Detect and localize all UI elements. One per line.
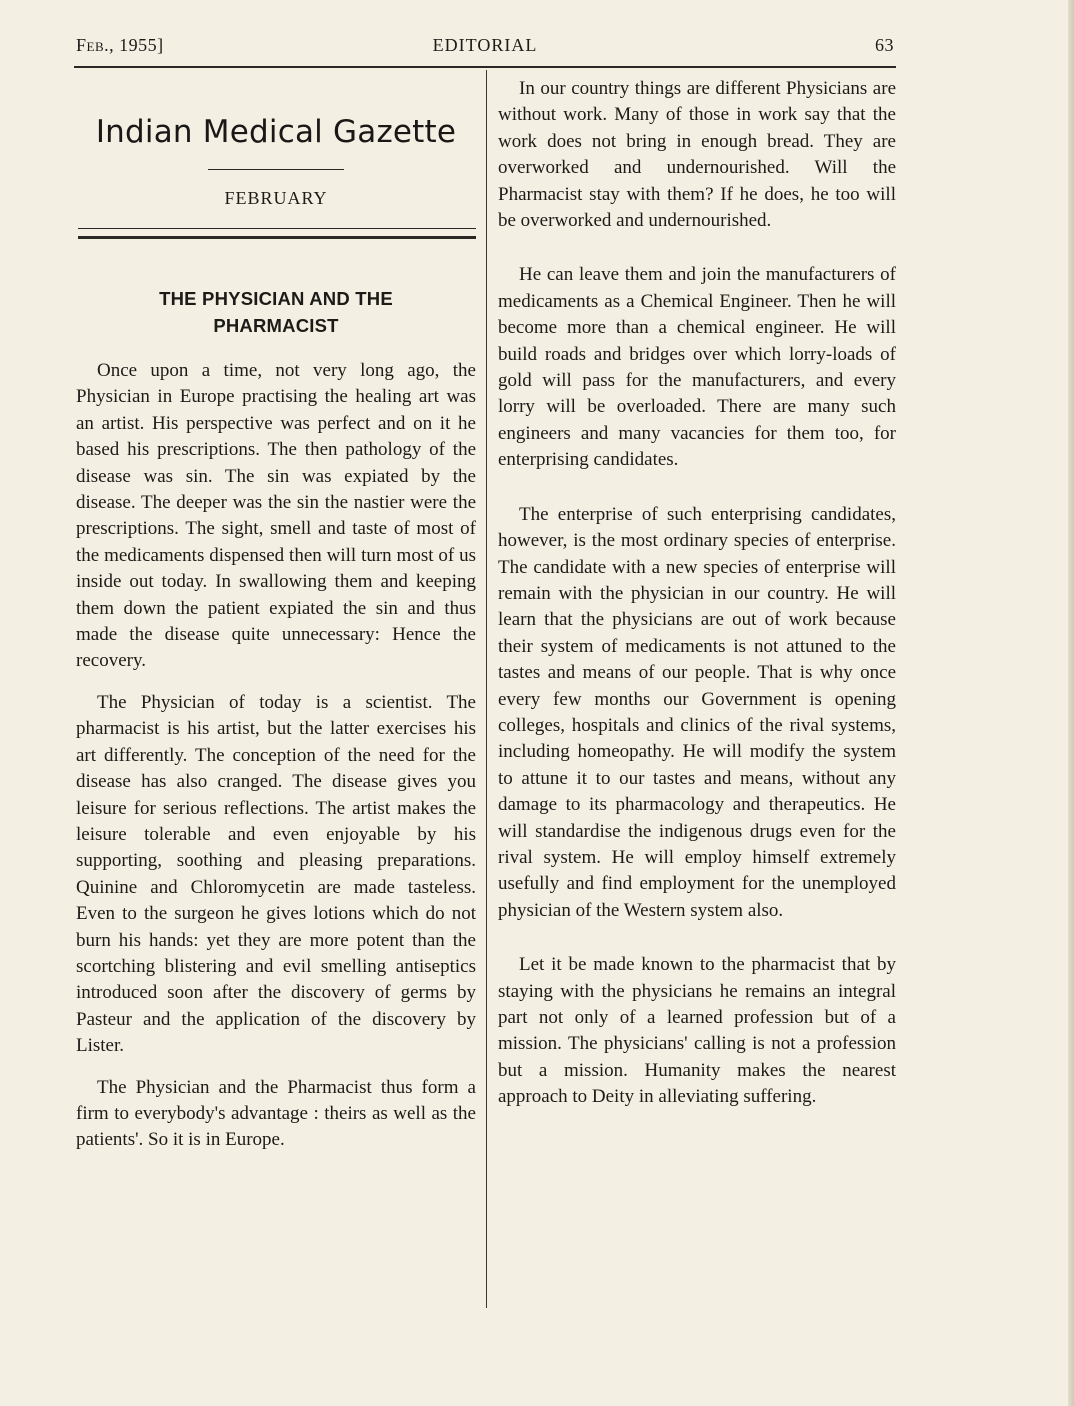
journal-masthead: Indian Medical Gazette xyxy=(95,114,457,150)
masthead-double-rule xyxy=(78,228,476,239)
right-column xyxy=(498,76,896,1111)
page-number: 63 xyxy=(875,35,894,55)
body-paragraph: Once upon a time, not very long ago, the Physician in Europe practising the healing art was an artist. His perspective was perfect and on it he based his prescriptions. The then pathology of the disease was sin. The sin was expiated by the disease. The deeper was the sin the nastier were the prescriptions. The sight, smell and taste of most of the medicaments dispensed then will turn most of us inside out today. In swallowing them and keeping them down the patient expiated the sin and thus made the disease quite unnecessary: Hence the recovery. xyxy=(76,360,476,672)
article-title-line-2: PHARMACIST xyxy=(213,315,339,336)
article-title xyxy=(76,285,476,339)
header-section-title: EDITORIAL xyxy=(432,35,538,55)
column-divider xyxy=(486,70,487,1308)
running-header xyxy=(74,32,896,62)
header-date: Feb., 1955] xyxy=(76,35,164,55)
body-paragraph: In our country things are different Physicians are without work. Many of those in work say that the work does not bring in enough bread. They are overworked and undernourished. Will the Pharmacist stay with them? If he does, he too will be overworked and undernourished. xyxy=(498,78,896,232)
page-edge xyxy=(1068,0,1074,1406)
body-paragraph: Let it be made known to the pharmacist that by staying with the physicians he remains an integral part not only of a learned profession but of a mission. The physicians' calling is not a profession but a mission. Humanity makes the nearest approach to Deity in alleviating suffering. xyxy=(498,954,896,1108)
article-title-line-1: THE PHYSICIAN AND THE xyxy=(159,288,393,309)
body-paragraph: He can leave them and join the manufacturers of medicaments as a Chemical Engineer. Then he will become more than a chemical engineer. He will build roads and bridges over which lorry-loads of gold will pass for the manufacturers, and every lorry will be overloaded. There are many such engineers and many vacancies for them too, for enterprising candidates. xyxy=(498,264,896,471)
masthead-rule xyxy=(208,169,344,170)
issue-month: FEBRUARY xyxy=(224,188,328,208)
header-rule xyxy=(74,66,896,68)
body-paragraph: The Physician of today is a scientist. The pharmacist is his artist, but the latter exercises his art differently. The conception of the need for the disease has also cranged. The disease gives you leisure for serious reflections. The artist makes the leisure tolerable and even enjoyable by his supporting, soothing and pleasing preparations. Quinine and Chloromycetin are made tasteless. Even to the surgeon he gives lotions which do not burn his hands: yet they are more potent than the scortching blistering and evil smelling antiseptics introduced soon after the discovery of germs by Pasteur and the application of the discovery by Lister. xyxy=(76,691,476,1057)
body-paragraph: The enterprise of such enterprising candidates, however, is the most ordinary species of enterprise. The candidate with a new species of enterprise will remain with the physician in our country. He will learn that the physicians are out of work because their system of medicaments is not attuned to the tastes and means of our people. That is why once every few months our Government is opening colleges, hospitals and clinics of the rival systems, including homeopathy. He will modify the system to attune it to our tastes and means, without any damage to its pharmacology and therapeutics. He will standardise the indigenous drugs even for the rival system. He will employ himself extremely usefully and find employment for the unemployed physician of the Western system also. xyxy=(498,503,896,921)
left-column xyxy=(76,70,476,1154)
body-paragraph: The Physician and the Pharmacist thus form a firm to everybody's advantage : theirs as well as the patients'. So it is in Europe. xyxy=(76,1076,476,1151)
